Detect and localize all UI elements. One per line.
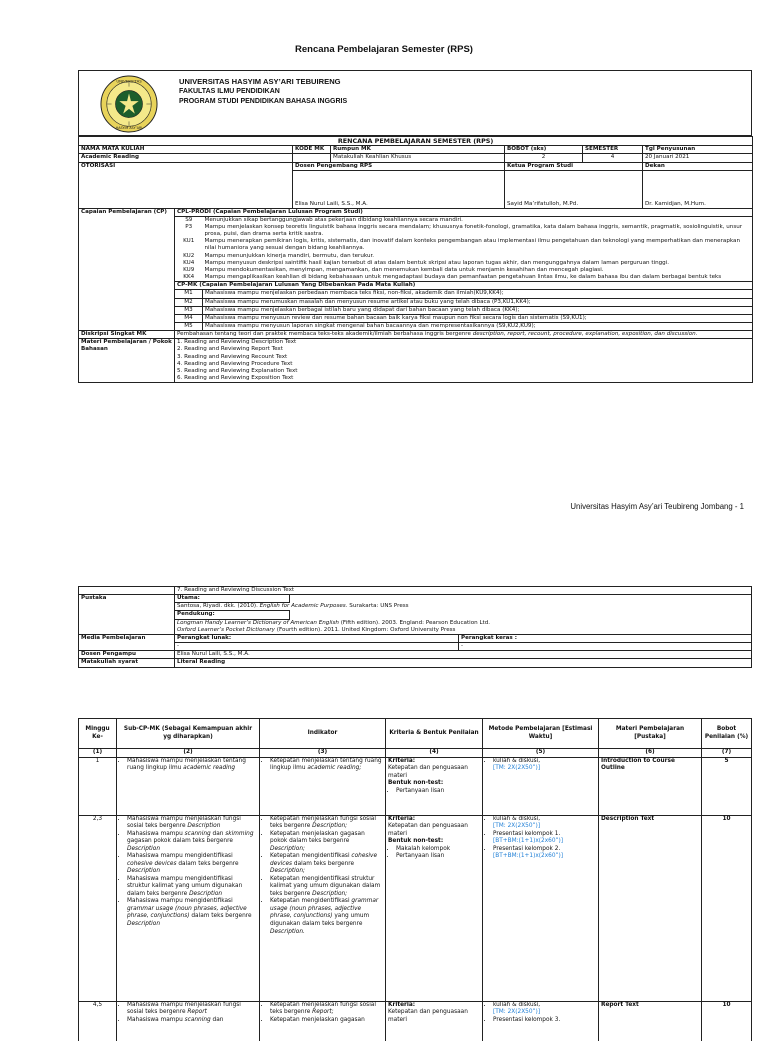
faculty-name: FAKULTAS ILMU PENDIDIKAN [179,88,280,96]
bullet-item: • Mahasiswa mampu mengidentifikasi cohesive devices dalam teks bergenre Description [127,853,257,876]
header-semester: SEMESTER [583,146,643,154]
cpl-code: P3 [175,224,203,238]
kaprodi: Sayid Ma’rifatulloh, M.Pd. [505,170,643,208]
bullet-item: • Mahasiswa mampu scanning dan skimming gagasan pokok dalam teks bergenre Description [127,831,257,854]
sub-cpmk [117,1001,260,1041]
bentuk-list [388,846,480,861]
cpl-text: Mampu menerapkan pemikiran logis, kritis, sistematis, dan inovatif dalam konteks pengembangan atau implementasi ilmu pengetahuan dan teknologi yang memperhatikan dan menerapkan nilai humaniora yang sesuai dengan bidang keahliannya. [203,238,753,252]
materi-list [175,339,753,383]
week-number: 4,5 [79,1001,117,1041]
materi-label: Materi Pembelajaran / Pokok Bahasan [79,339,175,383]
bullet-item: • Ketepatan menjelaskan fungsi sosial teks bergenre Description; [270,816,383,831]
bullet-item: • Ketepatan menjelaskan tentang ruang lingkup ilmu academic reading; [270,758,383,773]
bullet-list [119,1002,257,1025]
week-number: 1 [79,757,117,815]
plan-row [79,1001,752,1041]
kriteria-text: Ketepatan dan penguasaan materi [388,765,468,779]
metode-item: • Presentasi kelompok 3. [493,1017,596,1025]
rps-table-continued [78,586,752,668]
cpmk-text: Mahasiswa mampu merumuskan masalah dan menyusun resume artikel atau buku yang telah dibaca (P3,KU1,KK4); [203,298,753,306]
deskripsi-label: Diskripsi Singkat MK [79,331,175,339]
empty-cell [79,587,175,595]
col-number: (2) [117,749,260,758]
bullet-item: • Mahasiswa mampu scanning dan [127,1017,257,1025]
metode [483,1001,599,1041]
col-number: (3) [260,749,386,758]
bullet-list [262,816,383,937]
cpl-text: Mampu menyusun deskripsi saintifik hasil kajian tersebut di atas dalam bentuk skripsi atau laporan tugas akhir, dan mengunggahnya dalam laman perguruan tinggi. [203,260,753,267]
media-label: Media Pembelajaran [79,634,175,650]
cpl-code: KU2 [175,253,203,260]
bentuk-label: Bentuk non-test: [388,838,444,845]
bullet-item: • Ketepatan menjelaskan fungsi sosial teks bergenre Report; [270,1002,383,1017]
week-number: 2,3 [79,815,117,1001]
cpl-code: KU9 [175,267,203,274]
cpmk-text: Mahasiswa mampu menjelaskan perbedaan membaca teks fiksi, non-fiksi, akademik dan ilmiah(KU9,KK4); [203,290,753,298]
header-bobot: Bobot Penilaian (%) [702,719,752,749]
cpl-text: Mampu menunjukkan kinerja mandiri, bermutu, dan terukur. [203,253,753,260]
bullet-item: • Mahasiswa mampu menjelaskan fungsi sosial teks bergenre Description [127,816,257,831]
header-indikator: Indikator [260,719,386,749]
bullet-list [119,816,257,929]
materi-item: 5. Reading and Reviewing Explanation Text [177,367,298,374]
course-date: 20 Januari 2021 [643,154,753,162]
weekly-plan-table [78,718,752,1041]
pustaka-utama: Santosa, Riyadi. dkk. (2010). English for Academic Purposes. Surakarta: UNS Press [177,603,409,610]
matakuliah-syarat-value: Literal Reading [175,659,752,667]
dosen-pengampu-value: Elisa Nurul Laili, S.S., M.A. [175,651,752,659]
kriteria-label: Kriteria: [388,815,416,822]
pustaka-utama-label: Utama: [175,595,290,603]
col-number: (4) [386,749,483,758]
dosen-pengampu-label: Dosen Pengampu [79,651,175,659]
course-semester: 4 [583,154,643,162]
metode-item: • kuliah & diskusi, [TM: 2X(2X50”)] [493,1002,596,1017]
materi-item: 6. Reading and Reviewing Exposition Text [177,375,294,382]
cpl-text: Mampu menjelaskan konsep teoretis linguistik bahasa inggris secara mendalam; khususnya fonetik-fonologi, gramatika, kata dalam bahasa inggris, semantik, pragmatik, sosiolinguistik, unsur prosa, puisi, dan drama serta kritik sastra. [203,224,753,238]
perangkat-keras-value: - [459,643,752,651]
header-subcpmk: Sub-CP-MK (Sebagai Kemampuan akhir yg diharapkan) [117,719,260,749]
bentuk-list [388,788,480,796]
materi-pembelajaran: Report Text [599,1001,702,1041]
page-footer: Universitas Hasyim Asy’ari Teubireng Jombang - 1 [570,502,744,511]
cpmk-code: M3 [175,306,203,314]
kriteria [386,815,483,1001]
header-materi: Materi Pembelajaran [Pustaka] [599,719,702,749]
header-kaprodi: Ketua Program Studi [505,162,643,170]
materi-item: 4. Reading and Reviewing Procedure Text [177,360,293,367]
header-dosen-pengembang: Dosen Pengembang RPS [293,162,505,170]
col-number: (7) [702,749,752,758]
kriteria-text: Ketepatan dan penguasaan materi [388,1009,468,1023]
bentuk-label: Bentuk non-test: [388,780,444,787]
kriteria-label: Kriteria: [388,757,416,764]
otorisasi-label: OTORISASI [79,162,293,208]
document-title: Rencana Pembelajaran Semester (RPS) [295,44,473,55]
perangkat-lunak-label: Perangkat lunak: [175,634,459,642]
bullet-item: • Mahasiswa mampu menjelaskan fungsi sosial teks bergenre Report [127,1002,257,1017]
cp-label: Capaian Pembelajaran (CP) [79,208,175,331]
plan-row [79,815,752,1001]
bullet-item: • Mahasiswa mampu mengidentifikasi grammar usage (noun phrases, adjective phrase, conjunctions) dalam teks bergenre Description [127,898,257,928]
cpl-code: KU4 [175,260,203,267]
header-tgl: Tgl Penyusunan [643,146,753,154]
cpl-code: KU1 [175,238,203,252]
bullet-list [119,758,257,773]
cpl-text: Mampu mengaplikasikan keahlian di bidang kebahasaan untuk mengadaptasi budaya dan pemanfaatan pengetahuan lintas ilmu, ke dalam bahasa ibu dan dalam berbagai bentuk teks [203,274,753,282]
metode [483,815,599,1001]
metode-item: • Presentasi kelompok 1. [BT+BM:(1+1)x(2x60”)] [493,831,596,846]
kriteria-label: Kriteria: [388,1001,416,1008]
materi-pembelajaran: Introduction to Course Outline [599,757,702,815]
bullet-item: • Ketepatan menjelaskan gagasan [270,1017,383,1025]
indikator [260,757,386,815]
logo-text-bottom: HASYIM ASY’ARI [115,126,143,131]
bullet-item: • Mahasiswa mampu mengidentifikasi struktur kalimat yang umum digunakan dalam teks bergenre Description [127,876,257,899]
bobot-penilaian: 10 [702,815,752,1001]
header-rumpun: Rumpun MK [331,146,505,154]
logo-text-top: UNIVERSITAS [116,78,142,84]
plan-row [79,757,752,815]
kriteria [386,1001,483,1041]
cpmk-code: M1 [175,290,203,298]
cpmk-text: Mahasiswa mampu menyusun review dan resume bahan bacaan baik karya fiksi maupun non fiksi secara logis dan sistematis (S9,KU1); [203,314,753,322]
col-number: (5) [483,749,599,758]
materi-item: 2. Reading and Reviewing Report Text [177,346,283,353]
indikator [260,1001,386,1041]
course-bobot: 2 [505,154,583,162]
metode-item: • Presentasi kelompok 2. [BT+BM:(1+1)x(2x60”)] [493,846,596,861]
bullet-item: • Ketepatan mengidentifikasi cohesive devices dalam teks bergenre Description; [270,853,383,876]
bullet-item: • Mahasiswa mampu menjelaskan tentang ruang lingkup ilmu academic reading [127,758,257,773]
cpmk-code: M4 [175,314,203,322]
bullet-list [262,758,383,773]
pustaka-pendukung-1: Longman Handy Learner’s Dictionary of American English (Fifth edition). 2003. England: Pearson Education Ltd. [177,619,491,626]
cpmk-text: Mahasiswa mampu menjelaskan berbagai istilah baru yang didapat dari bahan bacaan yang telah dibaca (KK4); [203,306,753,314]
materi-pembelajaran: Description Text [599,815,702,1001]
cpl-prodi-header: CPL-PRODI (Capaian Pembelajaran Lulusan Program Studi) [175,208,753,216]
cpl-text: Mampu mendokumentasikan, menyimpan, mengamankan, dan menemukan kembali data untuk menjamin kesahihan dan mencegah plagiasi. [203,267,753,274]
course-name: Academic Reading [79,154,293,162]
bobot-penilaian: 10 [702,1001,752,1041]
program-name: PROGRAM STUDI PENDIDIKAN BAHASA INGGRIS [179,97,348,105]
university-name: UNIVERSITAS HASYIM ASY’ARI TEBUIRENG [179,77,341,86]
metode-list [485,816,596,861]
header-bobot: BOBOT (sks) [505,146,583,154]
header-dekan: Dekan [643,162,753,170]
metode [483,757,599,815]
header-minggu: Minggu Ke- [79,719,117,749]
rps-table [78,136,753,383]
dosen-pengembang: Elisa Nurul Laili, S.S., M.A. [293,170,505,208]
header-kriteria: Kriteria & Bentuk Penilaian [386,719,483,749]
col-number: (6) [599,749,702,758]
sub-cpmk [117,815,260,1001]
bentuk-item: • Pertanyaan lisan [396,853,480,861]
university-logo [100,75,158,133]
cpmk-code: M5 [175,323,203,331]
indikator [260,815,386,1001]
header-kode-mk: KODE MK [293,146,331,154]
cpl-code: S9 [175,216,203,224]
deskripsi-text: Pembahasan tentang teori dan praktek membaca teks-teks akademik/ilmiah berbahasa inggris bergenre description, report, recount, procedure, explanation, exposition, dan discussion. [175,331,753,339]
metode-item: • kuliah & diskusi, [TM: 2X(2X50”)] [493,816,596,831]
bobot-penilaian: 5 [702,757,752,815]
institution-header [78,70,752,136]
materi-item: 1. Reading and Reviewing Description Text [177,339,297,346]
bentuk-item: • Pertanyaan lisan [396,788,480,796]
pustaka-content [175,595,752,635]
header-metode: Metode Pembelajaran [Estimasi Waktu] [483,719,599,749]
perangkat-keras-label: Perangkat keras : [459,634,752,642]
bentuk-item: • Makalah kelompok [396,846,480,854]
metode-list [485,1002,596,1025]
bullet-item: • Ketepatan menjelaskan gagasan pokok dalam teks bergenre Description; [270,831,383,854]
bullet-item: • Ketepatan mengidentifikasi struktur kalimat yang umum digunakan dalam teks bergenre Description; [270,876,383,899]
cpl-text: Menunjukkan sikap bertanggungjawab atas pekerjaan dibidang keahliannya secara mandiri. [203,216,753,224]
cpmk-text: Mahasiswa mampu menyusun laporan singkat mengenai bahan bacaannya dan mempresentasikannya (S9,KU2,KU9); [203,323,753,331]
dekan: Dr. Kamidjan, M.Hum. [643,170,753,208]
course-rumpun: Matakuliah Keahlian Khusus [331,154,505,162]
bullet-item: • Ketepatan mengidentifikasi grammar usage (noun phrases, adjective phrase, conjunctions) yang umum digunakan dalam teks bergenre Description. [270,898,383,936]
matakuliah-syarat-label: Matakuliah syarat [79,659,175,667]
metode-list [485,758,596,773]
cpl-code: KK4 [175,274,203,282]
col-number: (1) [79,749,117,758]
metode-item: • kuliah & diskusi, [TM: 2X(2X50”)] [493,758,596,773]
sub-cpmk [117,757,260,815]
cpmk-code: M2 [175,298,203,306]
materi-item: 7. Reading and Reviewing Discussion Text [175,587,752,595]
kriteria [386,757,483,815]
cpmk-header: CP-MK (Capaian Pembelajaran Lulusan Yang Dibebankan Pada Mata Kuliah) [175,282,753,290]
rps-banner: RENCANA PEMBELAJARAN SEMESTER (RPS) [79,137,753,146]
bullet-list [262,1002,383,1025]
header-nama-mk: NAMA MATA KULIAH [79,146,293,154]
materi-item: 3. Reading and Reviewing Recount Text [177,353,288,360]
pustaka-pendukung-label: Pendukung: [175,610,290,619]
kriteria-text: Ketepatan dan penguasaan materi [388,823,468,837]
pustaka-pendukung-2: Oxford Learner’s Pocket Dictionary (Fourth edition). 2011. United Kingdom: Oxford University Press [177,626,456,633]
pustaka-label: Pustaka [79,595,175,635]
perangkat-lunak-value: - [175,643,459,651]
course-code [293,154,331,162]
